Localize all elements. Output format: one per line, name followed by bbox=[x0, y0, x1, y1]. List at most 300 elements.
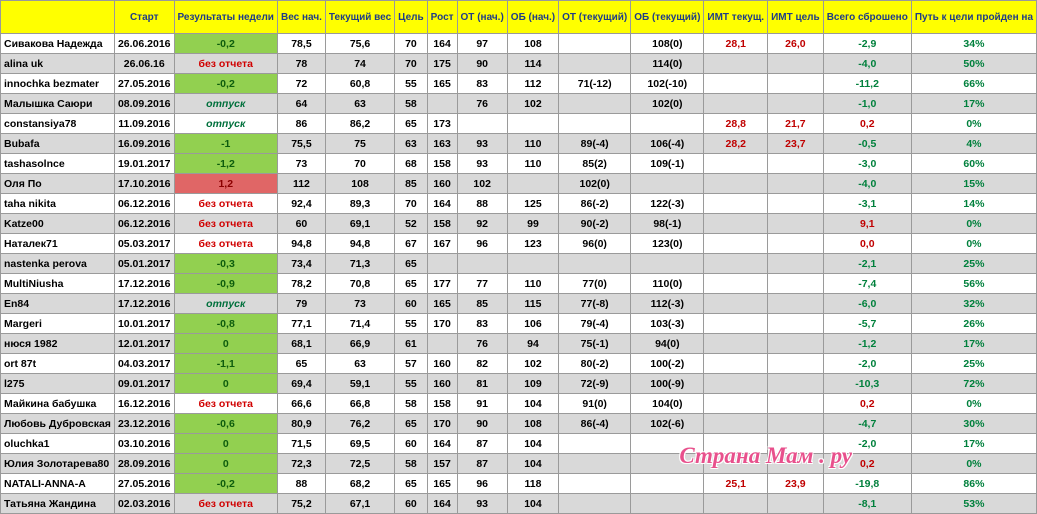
cell-w: 74 bbox=[325, 54, 394, 74]
column-header: ОБ (нач.) bbox=[507, 1, 558, 34]
cell-lost: -4,0 bbox=[823, 174, 911, 194]
cell-ot0: 90 bbox=[457, 54, 507, 74]
cell-ot bbox=[559, 434, 631, 454]
cell-pct: 0% bbox=[911, 214, 1036, 234]
cell-name: Майкина бабушка bbox=[1, 394, 115, 414]
cell-name: Татьяна Жандина bbox=[1, 494, 115, 514]
cell-pct: 0% bbox=[911, 454, 1036, 474]
cell-imt bbox=[704, 54, 768, 74]
cell-lost: -2,1 bbox=[823, 254, 911, 274]
cell-pct: 66% bbox=[911, 74, 1036, 94]
cell-imt-goal bbox=[768, 174, 824, 194]
cell-result: 0 bbox=[174, 374, 277, 394]
cell-name: Оля По bbox=[1, 174, 115, 194]
cell-imt-goal bbox=[768, 254, 824, 274]
cell-w0: 69,4 bbox=[277, 374, 325, 394]
cell-w0: 73,4 bbox=[277, 254, 325, 274]
cell-ob: 102(-10) bbox=[631, 74, 704, 94]
cell-pct: 50% bbox=[911, 54, 1036, 74]
cell-name: Юлия Золотарева80 bbox=[1, 454, 115, 474]
cell-ob bbox=[631, 474, 704, 494]
cell-h: 164 bbox=[427, 34, 457, 54]
cell-w0: 94,8 bbox=[277, 234, 325, 254]
cell-ob0: 102 bbox=[507, 94, 558, 114]
cell-goal: 58 bbox=[395, 94, 428, 114]
table-row bbox=[1, 174, 1037, 194]
cell-ot: 89(-4) bbox=[559, 134, 631, 154]
cell-result: отпуск bbox=[174, 114, 277, 134]
cell-result: -0,2 bbox=[174, 74, 277, 94]
table-row bbox=[1, 74, 1037, 94]
cell-imt-goal bbox=[768, 274, 824, 294]
cell-result: без отчета bbox=[174, 394, 277, 414]
cell-imt bbox=[704, 234, 768, 254]
cell-w: 69,5 bbox=[325, 434, 394, 454]
cell-goal: 70 bbox=[395, 194, 428, 214]
cell-ot0 bbox=[457, 254, 507, 274]
cell-ot bbox=[559, 454, 631, 474]
cell-ob: 102(-6) bbox=[631, 414, 704, 434]
cell-ot: 90(-2) bbox=[559, 214, 631, 234]
cell-goal: 61 bbox=[395, 334, 428, 354]
cell-w: 73 bbox=[325, 294, 394, 314]
cell-h: 167 bbox=[427, 234, 457, 254]
cell-result: 1,2 bbox=[174, 174, 277, 194]
cell-imt-goal bbox=[768, 54, 824, 74]
cell-imt bbox=[704, 354, 768, 374]
cell-imt-goal: 21,7 bbox=[768, 114, 824, 134]
cell-lost: -10,3 bbox=[823, 374, 911, 394]
cell-ob0: 112 bbox=[507, 74, 558, 94]
cell-pct: 30% bbox=[911, 414, 1036, 434]
cell-ob0 bbox=[507, 254, 558, 274]
cell-lost: -19,8 bbox=[823, 474, 911, 494]
cell-start: 10.01.2017 bbox=[114, 314, 174, 334]
cell-imt-goal bbox=[768, 334, 824, 354]
column-header: ОТ (нач.) bbox=[457, 1, 507, 34]
cell-w: 66,9 bbox=[325, 334, 394, 354]
cell-imt: 28,2 bbox=[704, 134, 768, 154]
cell-imt: 28,1 bbox=[704, 34, 768, 54]
cell-name: innochka bezmater bbox=[1, 74, 115, 94]
cell-goal: 70 bbox=[395, 34, 428, 54]
cell-name: Сивакова Надежда bbox=[1, 34, 115, 54]
cell-start: 03.10.2016 bbox=[114, 434, 174, 454]
cell-w0: 66,6 bbox=[277, 394, 325, 414]
cell-goal: 57 bbox=[395, 354, 428, 374]
cell-pct: 25% bbox=[911, 254, 1036, 274]
column-header: Результаты недели bbox=[174, 1, 277, 34]
site-watermark: Страна Мам . ру bbox=[679, 443, 852, 468]
cell-ob: 108(0) bbox=[631, 34, 704, 54]
cell-ot: 86(-2) bbox=[559, 194, 631, 214]
cell-w: 70 bbox=[325, 154, 394, 174]
cell-h: 160 bbox=[427, 374, 457, 394]
cell-ot: 75(-1) bbox=[559, 334, 631, 354]
cell-h: 170 bbox=[427, 414, 457, 434]
cell-ot: 79(-4) bbox=[559, 314, 631, 334]
cell-w0: 78 bbox=[277, 54, 325, 74]
table-row bbox=[1, 114, 1037, 134]
cell-start: 05.03.2017 bbox=[114, 234, 174, 254]
cell-start: 06.12.2016 bbox=[114, 214, 174, 234]
cell-w0: 92,4 bbox=[277, 194, 325, 214]
cell-goal: 55 bbox=[395, 374, 428, 394]
cell-ot0: 96 bbox=[457, 474, 507, 494]
cell-ot0: 96 bbox=[457, 234, 507, 254]
table-row bbox=[1, 194, 1037, 214]
cell-w0: 88 bbox=[277, 474, 325, 494]
cell-ob bbox=[631, 254, 704, 274]
cell-w: 94,8 bbox=[325, 234, 394, 254]
cell-imt-goal: 23,9 bbox=[768, 474, 824, 494]
cell-start: 27.05.2016 bbox=[114, 474, 174, 494]
cell-h bbox=[427, 254, 457, 274]
cell-ot0: 82 bbox=[457, 354, 507, 374]
table-row bbox=[1, 234, 1037, 254]
cell-name: Katze00 bbox=[1, 214, 115, 234]
cell-pct: 0% bbox=[911, 394, 1036, 414]
cell-ot: 72(-9) bbox=[559, 374, 631, 394]
table-row bbox=[1, 34, 1037, 54]
cell-result: -0,2 bbox=[174, 474, 277, 494]
cell-result: 0 bbox=[174, 434, 277, 454]
cell-h: 158 bbox=[427, 394, 457, 414]
cell-goal: 65 bbox=[395, 474, 428, 494]
cell-imt-goal bbox=[768, 394, 824, 414]
cell-imt-goal bbox=[768, 374, 824, 394]
cell-goal: 55 bbox=[395, 74, 428, 94]
column-header: Всего сброшено bbox=[823, 1, 911, 34]
cell-h: 177 bbox=[427, 274, 457, 294]
cell-w0: 72 bbox=[277, 74, 325, 94]
cell-goal: 67 bbox=[395, 234, 428, 254]
cell-h: 164 bbox=[427, 194, 457, 214]
cell-ot0: 88 bbox=[457, 194, 507, 214]
cell-start: 06.12.2016 bbox=[114, 194, 174, 214]
cell-ot0: 92 bbox=[457, 214, 507, 234]
cell-w0: 112 bbox=[277, 174, 325, 194]
cell-ob: 100(-2) bbox=[631, 354, 704, 374]
cell-w0: 64 bbox=[277, 94, 325, 114]
cell-name: nastenka perova bbox=[1, 254, 115, 274]
cell-imt bbox=[704, 74, 768, 94]
cell-h: 165 bbox=[427, 474, 457, 494]
cell-ot: 85(2) bbox=[559, 154, 631, 174]
cell-result: -0,8 bbox=[174, 314, 277, 334]
cell-h: 158 bbox=[427, 154, 457, 174]
cell-lost: 9,1 bbox=[823, 214, 911, 234]
cell-ot bbox=[559, 494, 631, 514]
cell-w: 63 bbox=[325, 94, 394, 114]
cell-ot0: 76 bbox=[457, 94, 507, 114]
cell-result: без отчета bbox=[174, 494, 277, 514]
cell-w: 86,2 bbox=[325, 114, 394, 134]
cell-w0: 79 bbox=[277, 294, 325, 314]
cell-goal: 55 bbox=[395, 314, 428, 334]
cell-w: 60,8 bbox=[325, 74, 394, 94]
cell-pct: 4% bbox=[911, 134, 1036, 154]
cell-imt bbox=[704, 274, 768, 294]
cell-ot0: 90 bbox=[457, 414, 507, 434]
table-row bbox=[1, 334, 1037, 354]
cell-imt bbox=[704, 314, 768, 334]
cell-result: -0,3 bbox=[174, 254, 277, 274]
cell-h: 164 bbox=[427, 434, 457, 454]
cell-ob: 122(-3) bbox=[631, 194, 704, 214]
cell-result: без отчета bbox=[174, 54, 277, 74]
cell-name: нюся 1982 bbox=[1, 334, 115, 354]
cell-ob0: 109 bbox=[507, 374, 558, 394]
cell-ot0: 83 bbox=[457, 314, 507, 334]
table-row bbox=[1, 294, 1037, 314]
cell-w: 75,6 bbox=[325, 34, 394, 54]
cell-lost: -4,0 bbox=[823, 54, 911, 74]
cell-goal: 60 bbox=[395, 294, 428, 314]
cell-w: 67,1 bbox=[325, 494, 394, 514]
cell-start: 26.06.16 bbox=[114, 54, 174, 74]
cell-w0: 78,5 bbox=[277, 34, 325, 54]
cell-ot0: 97 bbox=[457, 34, 507, 54]
cell-lost: 0,2 bbox=[823, 394, 911, 414]
cell-ob bbox=[631, 494, 704, 514]
cell-ot0: 85 bbox=[457, 294, 507, 314]
cell-ot0: 81 bbox=[457, 374, 507, 394]
cell-lost: -5,7 bbox=[823, 314, 911, 334]
cell-start: 17.10.2016 bbox=[114, 174, 174, 194]
table-row bbox=[1, 254, 1037, 274]
cell-w: 69,1 bbox=[325, 214, 394, 234]
cell-result: 0 bbox=[174, 334, 277, 354]
cell-name: NATALI-ANNA-A bbox=[1, 474, 115, 494]
cell-start: 12.01.2017 bbox=[114, 334, 174, 354]
cell-ot: 102(0) bbox=[559, 174, 631, 194]
cell-pct: 17% bbox=[911, 334, 1036, 354]
cell-name: constansiya78 bbox=[1, 114, 115, 134]
cell-goal: 52 bbox=[395, 214, 428, 234]
cell-name: Наталек71 bbox=[1, 234, 115, 254]
cell-w0: 80,9 bbox=[277, 414, 325, 434]
cell-name: MultiNiusha bbox=[1, 274, 115, 294]
cell-goal: 65 bbox=[395, 274, 428, 294]
cell-lost: 0,2 bbox=[823, 454, 911, 474]
cell-h: 164 bbox=[427, 494, 457, 514]
cell-goal: 58 bbox=[395, 394, 428, 414]
table-row bbox=[1, 214, 1037, 234]
cell-imt: 25,1 bbox=[704, 474, 768, 494]
cell-ot: 91(0) bbox=[559, 394, 631, 414]
cell-start: 23.12.2016 bbox=[114, 414, 174, 434]
cell-ob: 110(0) bbox=[631, 274, 704, 294]
cell-ob: 102(0) bbox=[631, 94, 704, 114]
cell-w: 71,3 bbox=[325, 254, 394, 274]
cell-ob0: 106 bbox=[507, 314, 558, 334]
cell-w: 76,2 bbox=[325, 414, 394, 434]
table-row bbox=[1, 274, 1037, 294]
cell-ot bbox=[559, 114, 631, 134]
cell-h: 160 bbox=[427, 354, 457, 374]
cell-imt bbox=[704, 254, 768, 274]
cell-start: 05.01.2017 bbox=[114, 254, 174, 274]
cell-result: -0,6 bbox=[174, 414, 277, 434]
cell-w0: 73 bbox=[277, 154, 325, 174]
cell-goal: 63 bbox=[395, 134, 428, 154]
cell-name: Margeri bbox=[1, 314, 115, 334]
cell-ot bbox=[559, 94, 631, 114]
cell-h: 165 bbox=[427, 294, 457, 314]
cell-imt-goal bbox=[768, 234, 824, 254]
cell-ot0: 83 bbox=[457, 74, 507, 94]
cell-w0: 60 bbox=[277, 214, 325, 234]
cell-imt-goal bbox=[768, 94, 824, 114]
column-header: Текущий вес bbox=[325, 1, 394, 34]
cell-start: 19.01.2017 bbox=[114, 154, 174, 174]
cell-imt bbox=[704, 414, 768, 434]
cell-imt-goal: 26,0 bbox=[768, 34, 824, 54]
cell-result: без отчета bbox=[174, 194, 277, 214]
cell-w: 66,8 bbox=[325, 394, 394, 414]
cell-result: 0 bbox=[174, 454, 277, 474]
cell-lost: -7,4 bbox=[823, 274, 911, 294]
cell-ob0: 104 bbox=[507, 494, 558, 514]
cell-ob0: 104 bbox=[507, 454, 558, 474]
cell-goal: 65 bbox=[395, 254, 428, 274]
cell-ob0: 108 bbox=[507, 414, 558, 434]
cell-w: 63 bbox=[325, 354, 394, 374]
cell-start: 27.05.2016 bbox=[114, 74, 174, 94]
cell-pct: 0% bbox=[911, 234, 1036, 254]
cell-result: -1,1 bbox=[174, 354, 277, 374]
cell-pct: 26% bbox=[911, 314, 1036, 334]
cell-name: l275 bbox=[1, 374, 115, 394]
cell-start: 11.09.2016 bbox=[114, 114, 174, 134]
header-row bbox=[1, 1, 1037, 34]
cell-lost: -3,1 bbox=[823, 194, 911, 214]
cell-w0: 75,2 bbox=[277, 494, 325, 514]
cell-start: 16.12.2016 bbox=[114, 394, 174, 414]
cell-name: alina uk bbox=[1, 54, 115, 74]
cell-imt bbox=[704, 174, 768, 194]
cell-ot bbox=[559, 34, 631, 54]
cell-imt: 28,8 bbox=[704, 114, 768, 134]
cell-pct: 17% bbox=[911, 434, 1036, 454]
table-row bbox=[1, 154, 1037, 174]
column-header: ОТ (текущий) bbox=[559, 1, 631, 34]
table-row bbox=[1, 374, 1037, 394]
cell-imt-goal: 23,7 bbox=[768, 134, 824, 154]
cell-pct: 53% bbox=[911, 494, 1036, 514]
column-header: Старт bbox=[114, 1, 174, 34]
cell-imt-goal bbox=[768, 194, 824, 214]
cell-imt-goal bbox=[768, 414, 824, 434]
column-header: ИМТ текущ. bbox=[704, 1, 768, 34]
cell-h: 173 bbox=[427, 114, 457, 134]
cell-ot bbox=[559, 474, 631, 494]
cell-ot: 77(-8) bbox=[559, 294, 631, 314]
cell-w: 68,2 bbox=[325, 474, 394, 494]
cell-start: 09.01.2017 bbox=[114, 374, 174, 394]
cell-imt-goal bbox=[768, 74, 824, 94]
cell-h: 165 bbox=[427, 74, 457, 94]
cell-start: 16.09.2016 bbox=[114, 134, 174, 154]
cell-start: 04.03.2017 bbox=[114, 354, 174, 374]
cell-w0: 77,1 bbox=[277, 314, 325, 334]
table-row bbox=[1, 494, 1037, 514]
cell-result: -1,2 bbox=[174, 154, 277, 174]
cell-imt bbox=[704, 394, 768, 414]
table-row bbox=[1, 434, 1037, 454]
cell-imt bbox=[704, 494, 768, 514]
cell-ob0: 115 bbox=[507, 294, 558, 314]
cell-goal: 68 bbox=[395, 154, 428, 174]
cell-start: 08.09.2016 bbox=[114, 94, 174, 114]
cell-ob: 104(0) bbox=[631, 394, 704, 414]
cell-pct: 60% bbox=[911, 154, 1036, 174]
cell-imt bbox=[704, 334, 768, 354]
cell-ot0 bbox=[457, 114, 507, 134]
cell-pct: 72% bbox=[911, 374, 1036, 394]
cell-ot0: 93 bbox=[457, 494, 507, 514]
cell-ot0: 76 bbox=[457, 334, 507, 354]
cell-ob: 112(-3) bbox=[631, 294, 704, 314]
cell-ot bbox=[559, 54, 631, 74]
cell-imt-goal bbox=[768, 294, 824, 314]
cell-ob bbox=[631, 114, 704, 134]
cell-lost: -0,5 bbox=[823, 134, 911, 154]
cell-ot: 77(0) bbox=[559, 274, 631, 294]
cell-ob0: 110 bbox=[507, 154, 558, 174]
cell-w0: 68,1 bbox=[277, 334, 325, 354]
cell-ob0 bbox=[507, 114, 558, 134]
cell-w0: 65 bbox=[277, 354, 325, 374]
cell-lost: -4,7 bbox=[823, 414, 911, 434]
table-row bbox=[1, 474, 1037, 494]
cell-ob0: 125 bbox=[507, 194, 558, 214]
cell-ob: 109(-1) bbox=[631, 154, 704, 174]
cell-ot0: 77 bbox=[457, 274, 507, 294]
cell-lost: -1,0 bbox=[823, 94, 911, 114]
cell-imt bbox=[704, 154, 768, 174]
cell-result: -1 bbox=[174, 134, 277, 154]
cell-ob: 106(-4) bbox=[631, 134, 704, 154]
cell-ob0 bbox=[507, 174, 558, 194]
cell-ob: 98(-1) bbox=[631, 214, 704, 234]
cell-start: 28.09.2016 bbox=[114, 454, 174, 474]
column-header: Путь к цели пройден на bbox=[911, 1, 1036, 34]
cell-start: 17.12.2016 bbox=[114, 274, 174, 294]
cell-ob0: 110 bbox=[507, 134, 558, 154]
cell-ob: 94(0) bbox=[631, 334, 704, 354]
cell-pct: 56% bbox=[911, 274, 1036, 294]
cell-ob0: 104 bbox=[507, 394, 558, 414]
cell-ob0: 118 bbox=[507, 474, 558, 494]
cell-ob0: 102 bbox=[507, 354, 558, 374]
table-row bbox=[1, 54, 1037, 74]
column-header: ОБ (текущий) bbox=[631, 1, 704, 34]
cell-name: oluchka1 bbox=[1, 434, 115, 454]
cell-ob0: 94 bbox=[507, 334, 558, 354]
cell-ot0: 87 bbox=[457, 454, 507, 474]
cell-result: без отчета bbox=[174, 234, 277, 254]
cell-w0: 75,5 bbox=[277, 134, 325, 154]
cell-w0: 86 bbox=[277, 114, 325, 134]
cell-pct: 25% bbox=[911, 354, 1036, 374]
cell-goal: 70 bbox=[395, 54, 428, 74]
cell-lost: -11,2 bbox=[823, 74, 911, 94]
cell-ot0: 93 bbox=[457, 134, 507, 154]
cell-ob0: 104 bbox=[507, 434, 558, 454]
cell-h bbox=[427, 94, 457, 114]
